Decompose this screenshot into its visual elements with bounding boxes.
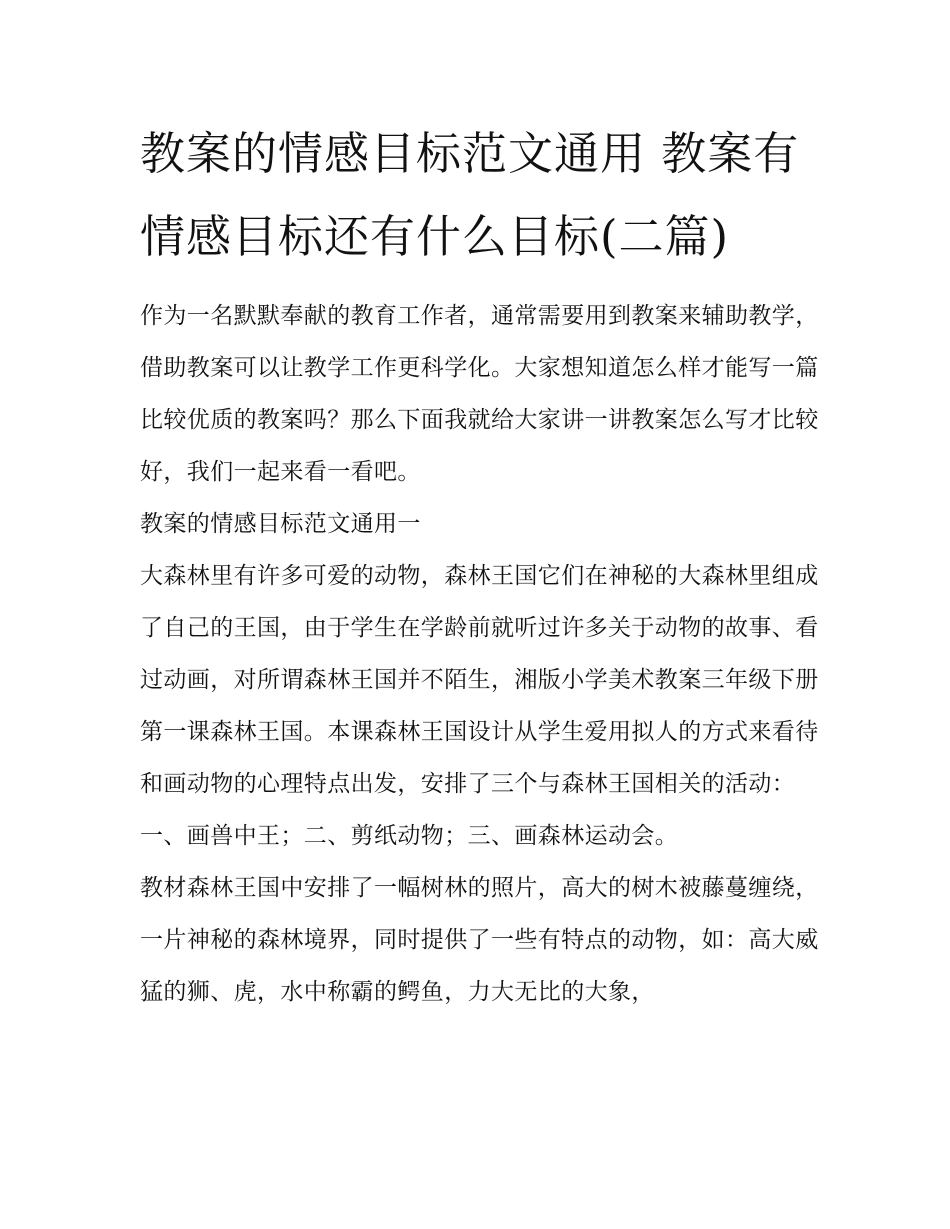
section-heading: 教案的情感目标范文通用一 <box>140 511 421 537</box>
body-paragraph: 大森林里有许多可爱的动物，森林王国它们在神秘的大森林里组成了自己的王国，由于学生在学龄前就听过许多关于动物的故事、看过动画，对所谓森林王国并不陌生，湘版小学美术教案三年级下册第一课森林王国。本课森林王国设计从学生爱用拟人的方式来看待和画动物的心理特点出发，安排了三个与森林王国相关的活动：一、画兽中王；二、剪纸动物；三、画森林运动会。 <box>140 563 819 849</box>
intro-paragraph: 作为一名默默奉献的教育工作者，通常需要用到教案来辅助教学，借助教案可以让教学工作更科学化。大家想知道怎么样才能写一篇比较优质的教案吗？那么下面我就给大家讲一讲教案怎么写才比较好，我们一起来看一看吧。 <box>140 303 819 485</box>
body-paragraph: 教材森林王国中安排了一幅树林的照片，高大的树木被藤蔓缠绕，一片神秘的森林境界，同时提供了一些有特点的动物，如：高大威猛的狮、虎，水中称霸的鳄鱼，力大无比的大象， <box>140 875 819 1005</box>
document-body <box>140 290 820 1018</box>
document-title: 教案的情感目标范文通用 教案有情感目标还有什么目标(二篇) <box>140 127 800 263</box>
document-page <box>140 112 820 1018</box>
